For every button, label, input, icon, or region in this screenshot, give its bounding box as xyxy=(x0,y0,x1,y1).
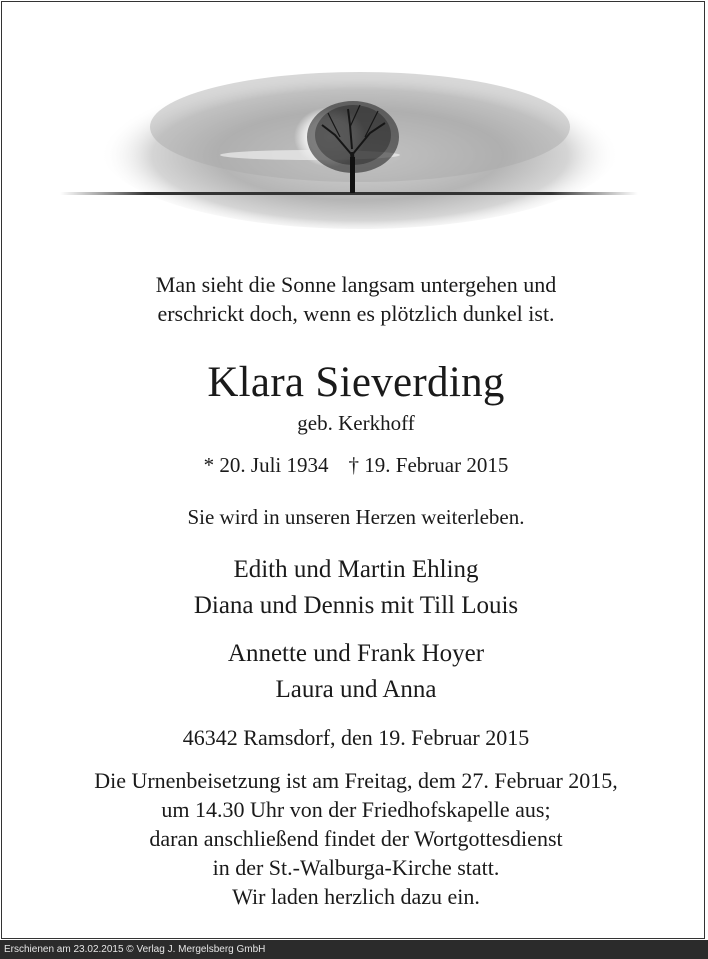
notice-line: um 14.30 Uhr von der Friedhofskapelle aus; xyxy=(161,797,551,822)
birth-date: * 20. Juli 1934 xyxy=(203,453,329,477)
mourners-group-2 xyxy=(2,636,708,708)
mourner-line: Annette und Frank Hoyer xyxy=(227,640,485,667)
publication-footer: Erschienen am 23.02.2015 © Verlag J. Mergelsberg GmbH xyxy=(0,940,708,959)
motto: Sie wird in unseren Herzen weiterleben. xyxy=(187,505,525,529)
notice-line: Wir laden herzlich dazu ein. xyxy=(232,884,480,909)
mourners-group-1 xyxy=(2,552,708,624)
quote-line: erschrickt doch, wenn es plötzlich dunkel ist. xyxy=(157,301,555,326)
obituary-frame xyxy=(1,1,705,939)
death-date: † 19. Februar 2015 xyxy=(348,453,509,477)
place-date: 46342 Ramsdorf, den 19. Februar 2015 xyxy=(182,725,530,750)
life-dates xyxy=(2,450,708,480)
notice-line: Die Urnenbeisetzung ist am Freitag, dem 27. Februar 2015, xyxy=(94,768,618,793)
birth-name: geb. Kerkhoff xyxy=(297,411,415,435)
tree-sunset-illustration xyxy=(60,37,638,257)
mourner-line: Edith und Martin Ehling xyxy=(233,556,479,583)
notice-line: in der St.-Walburga-Kirche statt. xyxy=(212,855,500,880)
quote xyxy=(2,270,708,328)
notice-line: daran anschließend findet der Wortgottesdienst xyxy=(149,826,563,851)
quote-line: Man sieht die Sonne langsam untergehen und xyxy=(155,272,557,297)
mourner-line: Laura und Anna xyxy=(275,676,437,703)
funeral-notice xyxy=(2,766,708,911)
deceased-name: Klara Sieverding xyxy=(207,359,505,406)
mourner-line: Diana und Dennis mit Till Louis xyxy=(193,592,519,619)
